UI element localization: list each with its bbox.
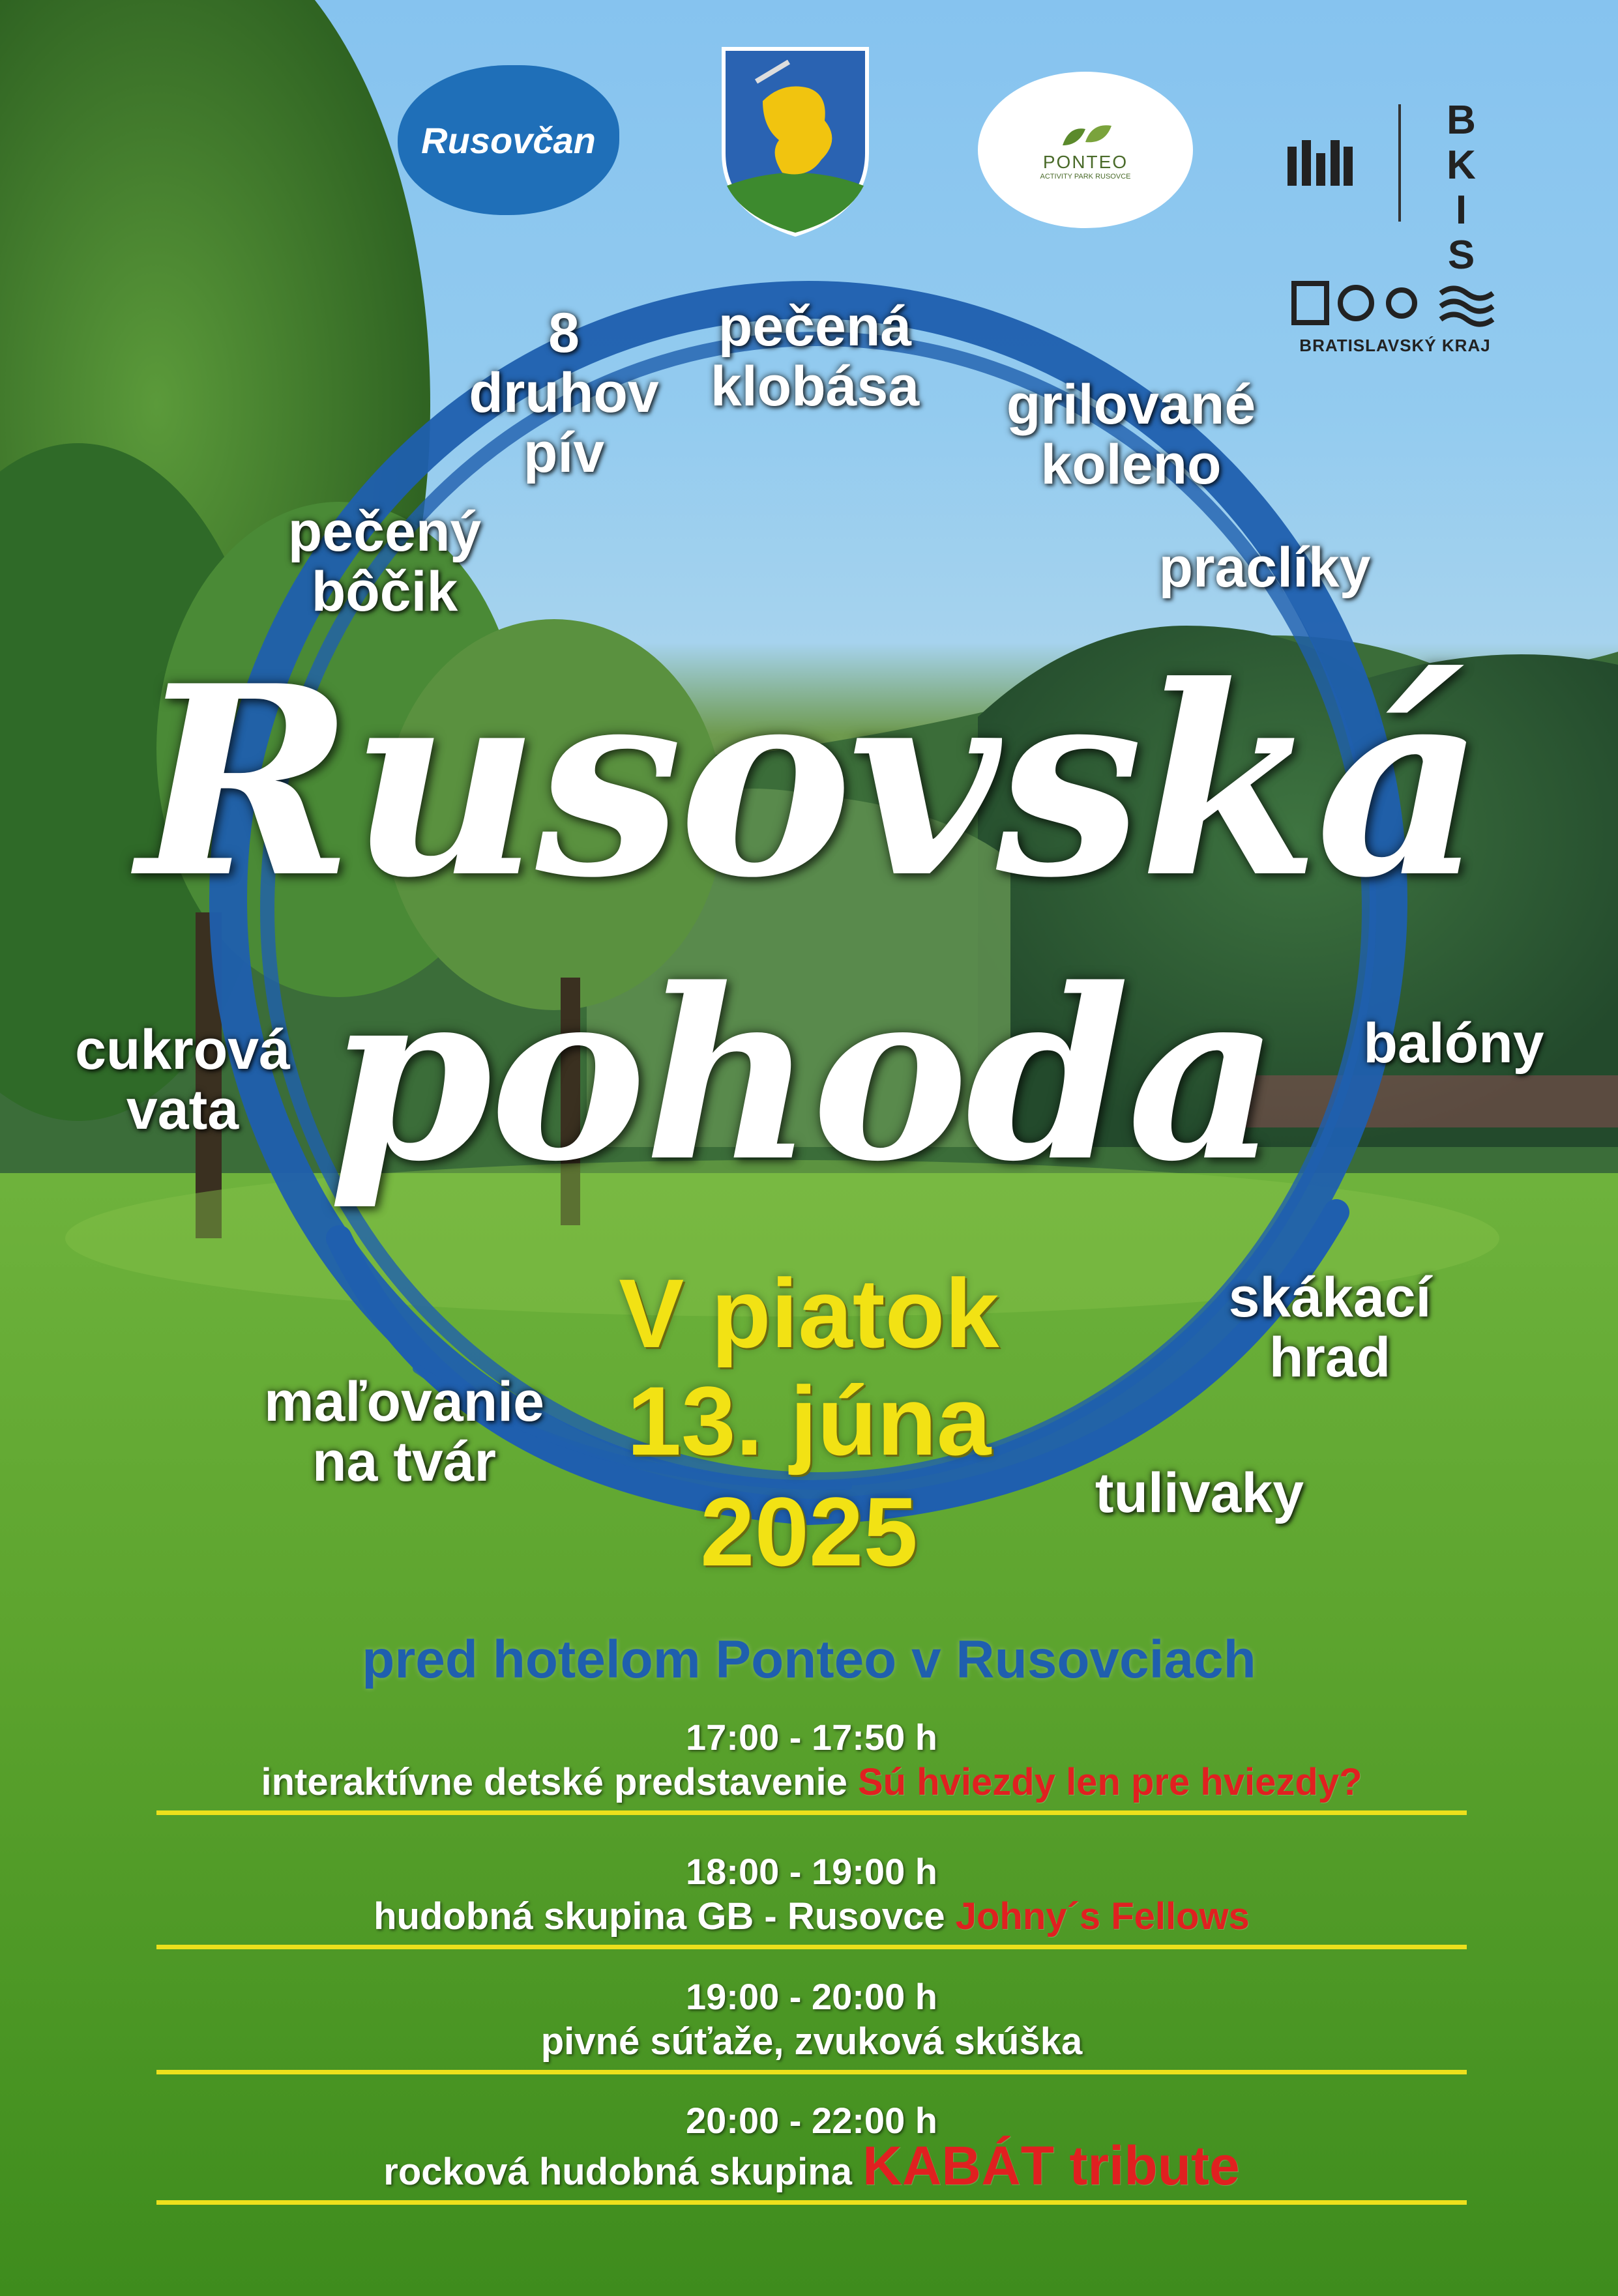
slot-time: 20:00 - 22:00 h [686, 2100, 937, 2141]
schedule-slot-1 [156, 1715, 1467, 1815]
region-label: BRATISLAVSKÝ KRAJ [1299, 336, 1491, 355]
ponteo-logo-sub: ACTIVITY PARK RUSOVCE [1040, 173, 1131, 181]
region-symbols-icon [1291, 277, 1499, 329]
date-day: 13. júna [626, 1366, 992, 1475]
event-title-line1: Rusovská [137, 629, 1481, 935]
slot-divider [156, 1810, 1467, 1815]
feature-knuckle: grilované koleno [1006, 373, 1256, 496]
slot-description [156, 1760, 1467, 1805]
ponteo-logo-name: PONTEO [1042, 152, 1128, 172]
slot-text: interaktívne detské predstavenie [261, 1761, 858, 1803]
feature-cotton-candy: cukrová vata [75, 1019, 290, 1141]
feature-pockets: tulivaky [1095, 1462, 1304, 1524]
logo-divider [1398, 104, 1401, 222]
slot-time: 17:00 - 17:50 h [686, 1717, 937, 1758]
slot-highlight: Johny´s Fellows [955, 1895, 1250, 1938]
slot-divider [156, 2070, 1467, 2074]
feature-sausage: pečená klobása [710, 295, 920, 418]
leaf-icon [1056, 119, 1115, 152]
slot-divider [156, 1945, 1467, 1949]
ponteo-logo [978, 72, 1193, 228]
feature-potato-pancakes: praclíky [1158, 536, 1371, 599]
slot-highlight: KABÁT tribute [862, 2135, 1240, 2196]
slot-divider [156, 2200, 1467, 2205]
slot-highlight: Sú hviezdy len pre hviezdy? [857, 1761, 1362, 1803]
coat-of-arms-icon [717, 42, 874, 238]
slot-description [156, 2019, 1467, 2065]
slot-text: rocková hudobná skupina [383, 2151, 863, 2193]
slot-text: hudobná skupina GB - Rusovce [374, 1895, 956, 1938]
slot-description [156, 2135, 1467, 2196]
slot-text: pivné súťaže, zvuková skúška [540, 2020, 1083, 2063]
feature-bouncy-castle: skákací hrad [1228, 1266, 1432, 1389]
event-title-line2: pohoda [328, 937, 1277, 1213]
feature-beers: 8 druhov pív [469, 302, 659, 484]
date-weekday: V piatok [619, 1258, 999, 1368]
slot-time: 18:00 - 19:00 h [686, 1851, 937, 1892]
bkis-logo [1441, 98, 1493, 278]
castle-icon [1287, 140, 1353, 186]
rusovcan-logo-text: Rusovčan [421, 119, 596, 161]
date-year: 2025 [700, 1477, 918, 1586]
schedule-slot-2 [156, 1850, 1467, 1949]
feature-pork-belly: pečený bôčik [287, 501, 482, 623]
schedule-slot-3 [156, 1975, 1467, 2074]
slot-description [156, 1894, 1467, 1940]
rusovcan-logo [398, 65, 619, 215]
feature-face-painting: maľovanie na tvár [264, 1371, 544, 1493]
slot-time: 19:00 - 20:00 h [686, 1976, 937, 2017]
feature-balloons: balóny [1363, 1012, 1544, 1075]
bkis-logo-text: BKIS [1439, 98, 1484, 278]
schedule-slot-4 [156, 2099, 1467, 2205]
venue: pred hotelom Ponteo v Rusovciach [362, 1630, 1256, 1689]
